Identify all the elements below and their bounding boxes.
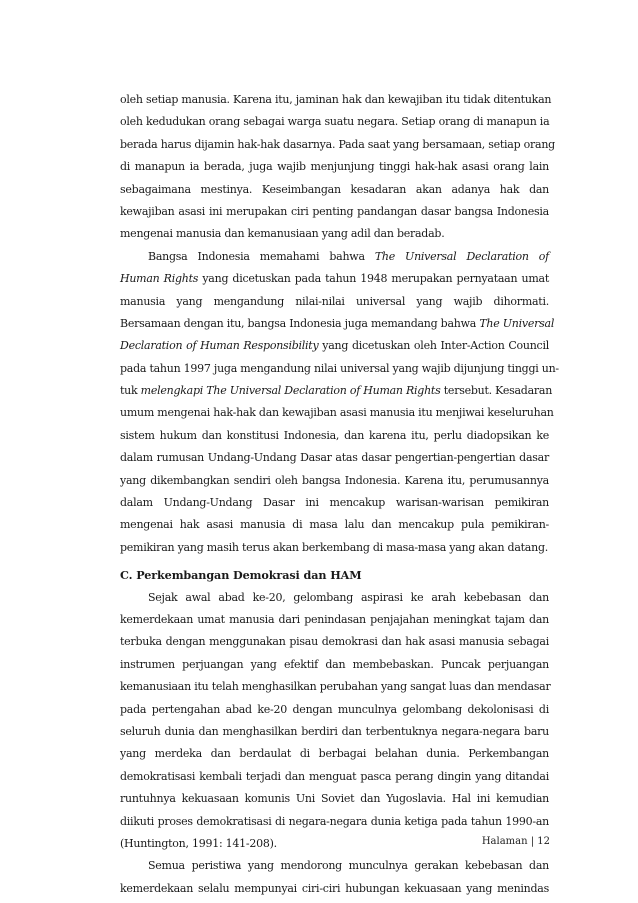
text-line: umum mengenai hak-hak dan kewajiban asasi manusia itu menjiwai keseluruhan	[120, 406, 554, 420]
text-line: mengenai hak asasi manusia di masa lalu dan mencakup pula pemikiran-	[120, 518, 549, 532]
text-line: kemerdekaan umat manusia dari penindasan penjajahan meningkat tajam dan	[120, 612, 549, 626]
page-number: Halaman | 12	[481, 836, 550, 847]
text-line: diikuti proses demokratisasi di negara-negara dunia ketiga pada tahun 1990-an	[120, 814, 549, 828]
italic-run: The Universal Declaration of	[374, 249, 549, 263]
paragraph-3	[120, 587, 549, 856]
text-line: dalam rumusan Undang-Undang Dasar atas dasar pengertian-pengertian dasar	[120, 451, 549, 465]
text-run: Bersamaan dengan itu, bangsa Indonesia juga memandang bahwa	[120, 316, 480, 330]
italic-run: Human Rights	[120, 272, 199, 286]
text-line	[120, 268, 549, 290]
text-run: tersebut. Kesadaran	[440, 384, 553, 398]
text-line	[120, 335, 549, 357]
paragraph-1	[120, 89, 555, 246]
italic-run: Declaration of Human Responsibility	[120, 339, 319, 353]
text-run: yang dicetuskan pada tahun 1948 merupakan pernyataan umat	[198, 272, 549, 286]
text-run: yang dicetuskan oleh Inter-Action Council	[318, 339, 550, 353]
text-line	[120, 246, 549, 268]
text-line: Sejak awal abad ke-20, gelombang aspirasi ke arah kebebasan dan	[148, 590, 549, 604]
text-line: sebagaimana mestinya. Keseimbangan kesadaran akan adanya hak dan	[120, 182, 549, 196]
text-line: dalam Undang-Undang Dasar ini mencakup warisan-warisan pemikiran	[120, 496, 549, 510]
text-line: terbuka dengan menggunakan pisau demokrasi dan hak asasi manusia sebagai	[120, 635, 549, 649]
text-line: di manapun ia berada, juga wajib menjunjung tinggi hak-hak asasi orang lain	[120, 160, 549, 174]
text-line	[120, 380, 553, 402]
text-line: Semua peristiwa yang mendorong munculnya gerakan kebebasan dan	[148, 859, 549, 873]
document-body	[120, 89, 559, 900]
section-heading: C. Perkembangan Demokrasi dan HAM	[120, 568, 362, 583]
text-line	[120, 313, 555, 335]
text-line: pada tahun 1997 juga mengandung nilai universal yang wajib dijunjung tinggi un-	[120, 361, 559, 375]
text-line: kewajiban asasi ini merupakan ciri penting pandangan dasar bangsa Indonesia	[120, 204, 549, 218]
text-line: yang merdeka dan berdaulat di berbagai belahan dunia. Perkembangan	[120, 747, 549, 761]
text-line: manusia yang mengandung nilai-nilai universal yang wajib dihormati.	[120, 294, 549, 308]
text-line: sistem hukum dan konstitusi Indonesia, dan karena itu, perlu diadopsikan ke	[120, 428, 549, 442]
text-line: kemanusiaan itu telah menghasilkan perubahan yang sangat luas dan mendasar	[120, 680, 551, 694]
italic-run: The Universal	[479, 316, 555, 330]
text-line: demokratisasi kembali terjadi dan menguat pasca perang dingin yang ditandai	[120, 769, 549, 783]
text-line: yang dikembangkan sendiri oleh bangsa Indonesia. Karena itu, perumusannya	[120, 473, 549, 487]
text-line: seluruh dunia dan menghasilkan berdiri dan terbentuknya negara-negara baru	[120, 724, 549, 738]
text-line: pemikiran yang masih terus akan berkembang di masa-masa yang akan datang.	[120, 540, 548, 554]
text-line: mengenai manusia dan kemanusiaan yang adil dan beradab.	[120, 227, 445, 241]
paragraph-2	[120, 246, 559, 559]
text-line: pada pertengahan abad ke-20 dengan munculnya gelombang dekolonisasi di	[120, 702, 549, 716]
text-line: (Huntington, 1991: 141-208).	[120, 836, 277, 850]
text-run: tuk	[120, 384, 141, 398]
text-line: kemerdekaan selalu mempunyai ciri-ciri hubungan kekuasaan yang menindas	[120, 881, 549, 895]
italic-run: melengkapi The Universal Declaration of Human Rights	[140, 384, 441, 398]
text-line: runtuhnya kekuasaan komunis Uni Soviet dan Yugoslavia. Hal ini kemudian	[120, 792, 549, 806]
text-line: oleh setiap manusia. Karena itu, jaminan hak dan kewajiban itu tidak ditentukan	[120, 93, 552, 106]
paragraph-4	[120, 855, 549, 900]
text-line: instrumen perjuangan yang efektif dan membebaskan. Puncak perjuangan	[120, 657, 549, 671]
text-line: oleh kedudukan orang sebagai warga suatu negara. Setiap orang di manapun ia	[120, 115, 550, 129]
text-run: Bangsa Indonesia memahami bahwa	[148, 249, 375, 263]
text-line: berada harus dijamin hak-hak dasarnya. Pada saat yang bersamaan, setiap orang	[120, 137, 555, 151]
